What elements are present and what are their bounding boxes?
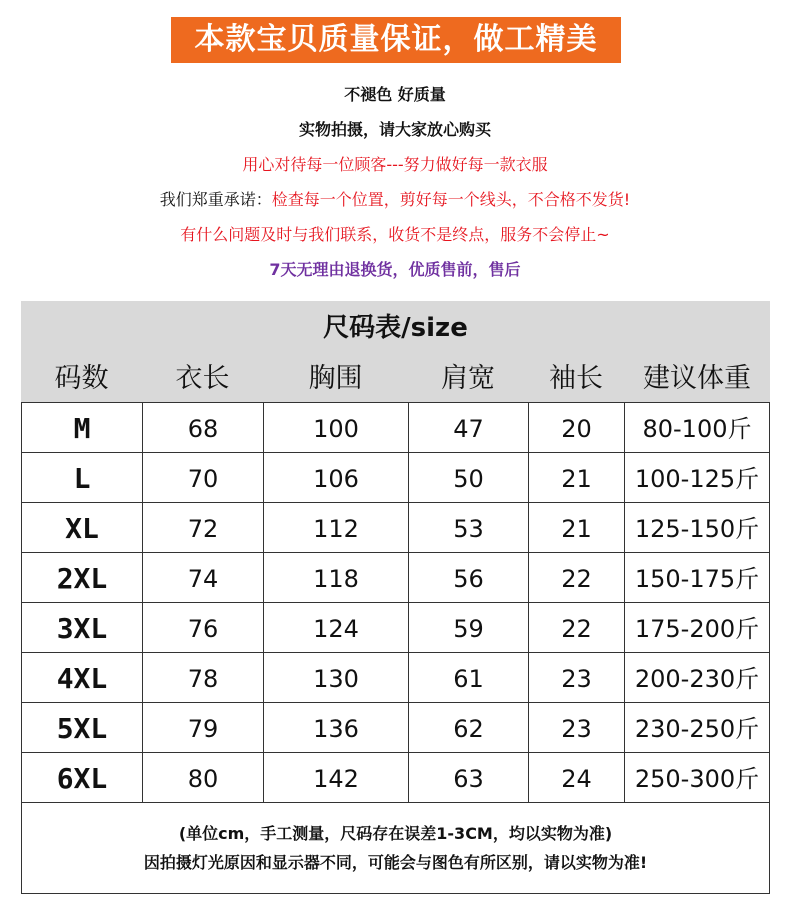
cell-shoulder: 53 — [409, 503, 529, 553]
size-grid — [21, 402, 770, 803]
cell-weight: 100-125斤 — [634, 465, 760, 493]
cell-chest: 118 — [264, 553, 409, 603]
cell-length: 70 — [143, 453, 264, 503]
promo-line-photo: 实物拍摄，请大家放心购买 — [298, 120, 491, 139]
col-weight: 建议体重 — [643, 363, 751, 394]
cell-sleeve: 21 — [529, 453, 625, 503]
cell-length: 74 — [143, 553, 264, 603]
cell-shoulder: 63 — [409, 753, 529, 803]
promise-prefix: 我们郑重承诺： — [159, 190, 272, 209]
cell-weight: 80-100斤 — [642, 415, 752, 443]
size-table-footer — [21, 802, 770, 894]
cell-weight: 200-230斤 — [634, 665, 760, 693]
cell-sleeve: 22 — [529, 603, 625, 653]
table-row — [22, 603, 769, 653]
cell-sleeve: 22 — [529, 553, 625, 603]
cell-sleeve: 21 — [529, 503, 625, 553]
cell-sleeve: 20 — [529, 403, 625, 453]
column-headers — [21, 357, 770, 401]
cell-chest: 112 — [264, 503, 409, 553]
cell-size: L — [22, 453, 143, 503]
cell-size: M — [22, 403, 143, 453]
promo-line-care: 用心对待每一位顾客---努力做好每一款衣服 — [242, 155, 548, 174]
cell-chest: 136 — [264, 703, 409, 753]
table-row — [22, 453, 769, 503]
cell-sleeve: 23 — [529, 703, 625, 753]
table-row — [22, 703, 769, 753]
cell-chest: 100 — [264, 403, 409, 453]
cell-weight: 175-200斤 — [634, 615, 760, 643]
cell-shoulder: 61 — [409, 653, 529, 703]
cell-weight: 250-300斤 — [634, 765, 760, 793]
cell-size: 3XL — [22, 603, 143, 653]
cell-size: 2XL — [22, 553, 143, 603]
size-table — [21, 301, 770, 893]
cell-chest: 106 — [264, 453, 409, 503]
quality-banner: 本款宝贝质量保证，做工精美 — [171, 17, 621, 63]
cell-length: 68 — [143, 403, 264, 453]
cell-chest: 130 — [264, 653, 409, 703]
table-row — [22, 403, 769, 453]
color-disclaimer: 因拍摄灯光原因和显示器不同，可能会与图色有所区别，请以实物为准! — [143, 853, 648, 872]
table-row — [22, 753, 769, 803]
promo-line-return: 7天无理由退换货，优质售前，售后 — [269, 260, 521, 279]
col-chest: 胸围 — [308, 363, 363, 394]
cell-length: 78 — [143, 653, 264, 703]
cell-shoulder: 56 — [409, 553, 529, 603]
cell-length: 80 — [143, 753, 264, 803]
promo-line-contact: 有什么问题及时与我们联系，收货不是终点，服务不会停止~ — [180, 225, 610, 244]
cell-weight: 125-150斤 — [634, 515, 760, 543]
measurement-note: (单位cm，手工测量，尺码存在误差1-3CM，均以实物为准) — [178, 824, 613, 843]
cell-shoulder: 59 — [409, 603, 529, 653]
cell-chest: 124 — [264, 603, 409, 653]
table-row — [22, 553, 769, 603]
cell-length: 76 — [143, 603, 264, 653]
table-row — [22, 653, 769, 703]
size-table-title: 尺码表/size — [323, 313, 468, 343]
cell-size: 6XL — [22, 753, 143, 803]
cell-length: 72 — [143, 503, 264, 553]
cell-sleeve: 24 — [529, 753, 625, 803]
cell-shoulder: 62 — [409, 703, 529, 753]
col-shoulder: 肩宽 — [441, 363, 495, 394]
cell-chest: 142 — [264, 753, 409, 803]
cell-size: 4XL — [22, 653, 143, 703]
cell-weight: 230-250斤 — [634, 715, 760, 743]
col-size: 码数 — [54, 363, 109, 394]
cell-size: XL — [22, 503, 143, 553]
cell-length: 79 — [143, 703, 264, 753]
cell-shoulder: 50 — [409, 453, 529, 503]
cell-weight: 150-175斤 — [634, 565, 760, 593]
cell-size: 5XL — [22, 703, 143, 753]
promo-line-fade: 不褪色 好质量 — [344, 85, 446, 104]
cell-shoulder: 47 — [409, 403, 529, 453]
cell-sleeve: 23 — [529, 653, 625, 703]
table-row — [22, 503, 769, 553]
size-table-header — [21, 301, 770, 402]
col-sleeve: 袖长 — [549, 363, 603, 394]
col-length: 衣长 — [175, 363, 230, 394]
promise-text: 检查每一个位置，剪好每一个线头，不合格不发货! — [271, 190, 631, 209]
promo-line-promise — [0, 187, 790, 210]
